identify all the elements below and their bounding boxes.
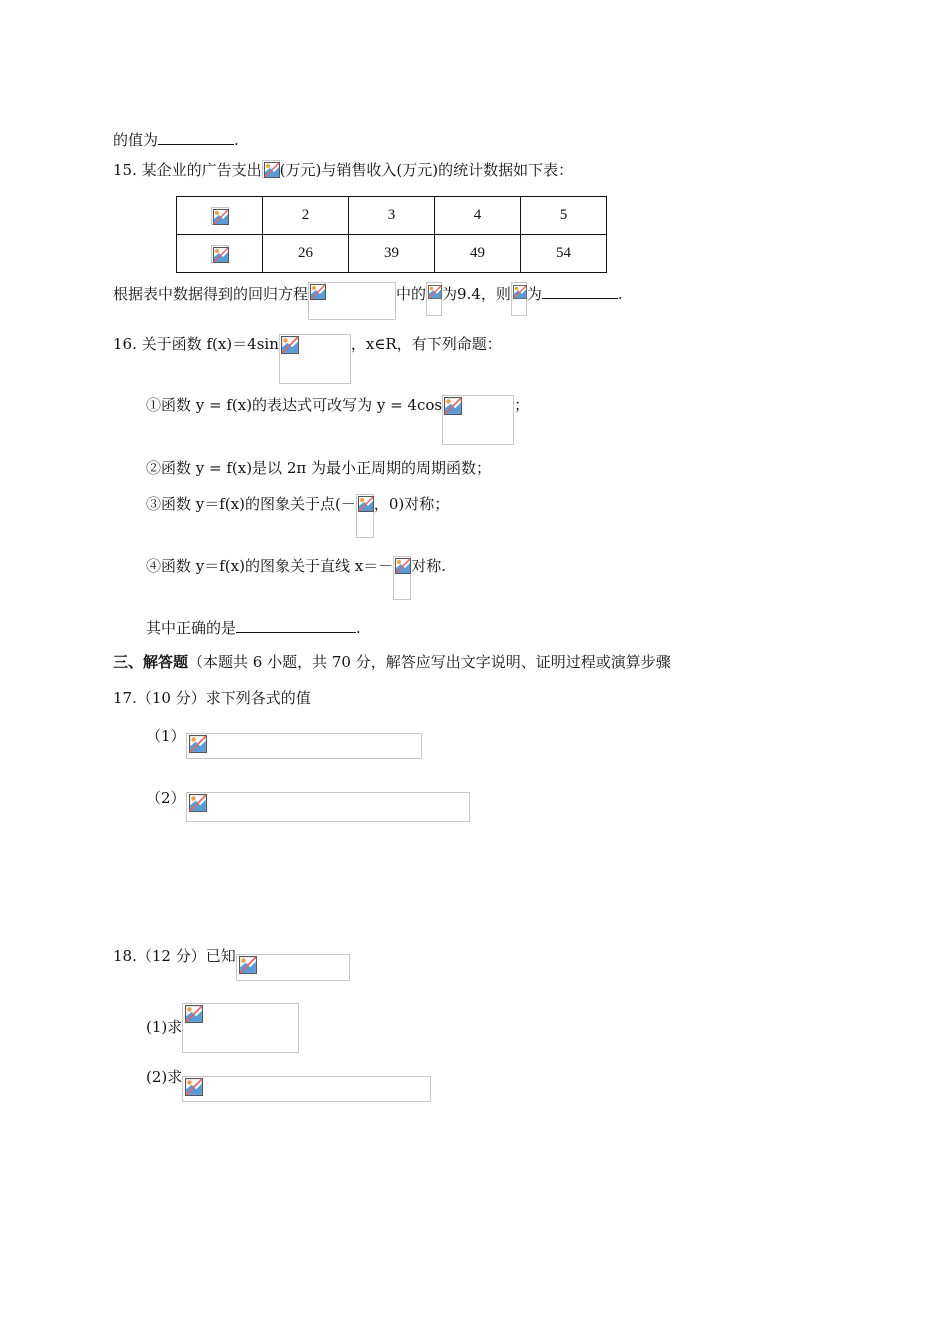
q16-number: 16.: [113, 335, 137, 353]
q18-header: [113, 946, 350, 981]
q16-function: f(x)＝4sin: [206, 335, 279, 353]
q18-part2: [146, 1067, 431, 1102]
q15-line2-c: 为9.4，则: [442, 285, 511, 303]
q15-text-b: (万元)与销售收入(万元)的统计数据如下表：: [279, 161, 574, 179]
q16-item1: [146, 395, 529, 445]
q17-part2-label: （2）: [146, 789, 186, 807]
y-symbol-image-icon: [211, 245, 229, 263]
q14-end: .: [234, 131, 239, 149]
table-cell: 2: [263, 197, 349, 235]
q14-tail: [113, 128, 239, 150]
q16-item2: ②函数 y = f(x)是以 2π 为最小正周期的周期函数；: [146, 459, 492, 477]
q16-text-b: ，x∈R，有下列命题：: [350, 335, 502, 353]
q16-answer-end: .: [356, 619, 361, 637]
expression-image-icon: [186, 733, 422, 759]
q16-answer-blank: [236, 616, 356, 633]
q14-text: 的值为: [113, 131, 159, 149]
q16-item4: [146, 556, 446, 600]
q18-part1-label: (1)求: [146, 1018, 183, 1036]
q15-line1: [113, 160, 573, 180]
table-cell: 26: [263, 235, 349, 273]
q16-header: [113, 334, 502, 384]
b-hat-image-icon: [426, 282, 442, 316]
q16-answer: [146, 616, 361, 638]
fraction-image-icon: [356, 494, 374, 538]
table-cell: 49: [435, 235, 521, 273]
table-row: [177, 197, 607, 235]
x-symbol-image-icon: [211, 207, 229, 225]
q17-part1: [146, 726, 422, 759]
q18-header-text: 18.（12 分）已知: [113, 947, 236, 965]
fraction-image-icon: [393, 556, 411, 600]
q16-item1-b: ；: [514, 396, 530, 414]
sin-argument-image-icon: [279, 334, 351, 384]
q16-item3: [146, 494, 449, 538]
q16-text-a: 关于函数: [141, 335, 202, 353]
q15-line2-b: 中的: [396, 285, 427, 303]
q17-part1-label: （1）: [146, 727, 186, 745]
regression-equation-image-icon: [308, 282, 396, 320]
q15-text-a: 某企业的广告支出: [141, 161, 262, 179]
section-title: 三、解答题: [113, 653, 189, 671]
q15-answer-blank: [542, 282, 618, 299]
section-description: （本题共 6 小题，共 70 分，解答应写出文字说明、证明过程或演算步骤: [188, 653, 671, 671]
section-heading: [113, 652, 671, 672]
q15-line2-d: 为: [526, 285, 542, 303]
q16-answer-text: 其中正确的是: [146, 619, 237, 637]
q14-answer-blank: [158, 128, 234, 145]
q16-item4-a: ④函数 y＝f(x)的图象关于直线 x＝－: [146, 557, 394, 575]
q16-item3-b: ，0)对称；: [373, 495, 450, 513]
q15-number: 15.: [113, 161, 137, 179]
q15-line2-a: 根据表中数据得到的回归方程: [113, 285, 309, 303]
table-row: [177, 235, 607, 273]
table-cell-y-label: [177, 235, 263, 273]
table-cell: 54: [521, 235, 607, 273]
q17-part2: [146, 788, 470, 822]
table-cell: 5: [521, 197, 607, 235]
table-cell-x-label: [177, 197, 263, 235]
table-cell: 3: [349, 197, 435, 235]
q18-part1: [146, 1017, 299, 1053]
cos-argument-image-icon: [442, 395, 514, 445]
expression-image-icon: [182, 1003, 299, 1053]
q15-end: .: [617, 285, 623, 303]
q17-header: 17.（10 分）求下列各式的值: [113, 689, 311, 707]
a-hat-image-icon: [511, 282, 527, 316]
q16-item1-a: ①函数 y = f(x)的表达式可改写为 y = 4cos: [146, 396, 443, 414]
q18-part2-label: (2)求: [146, 1068, 183, 1086]
table-cell: 39: [349, 235, 435, 273]
q16-item3-a: ③函数 y＝f(x)的图象关于点(－: [146, 495, 356, 513]
q15-line2: [113, 282, 623, 320]
table-cell: 4: [435, 197, 521, 235]
given-condition-image-icon: [236, 954, 350, 981]
expression-image-icon: [182, 1076, 431, 1102]
q15-data-table: [176, 196, 607, 273]
q16-item4-b: 对称.: [411, 557, 446, 575]
expression-image-icon: [186, 792, 470, 822]
formula-image-icon: [262, 160, 280, 178]
